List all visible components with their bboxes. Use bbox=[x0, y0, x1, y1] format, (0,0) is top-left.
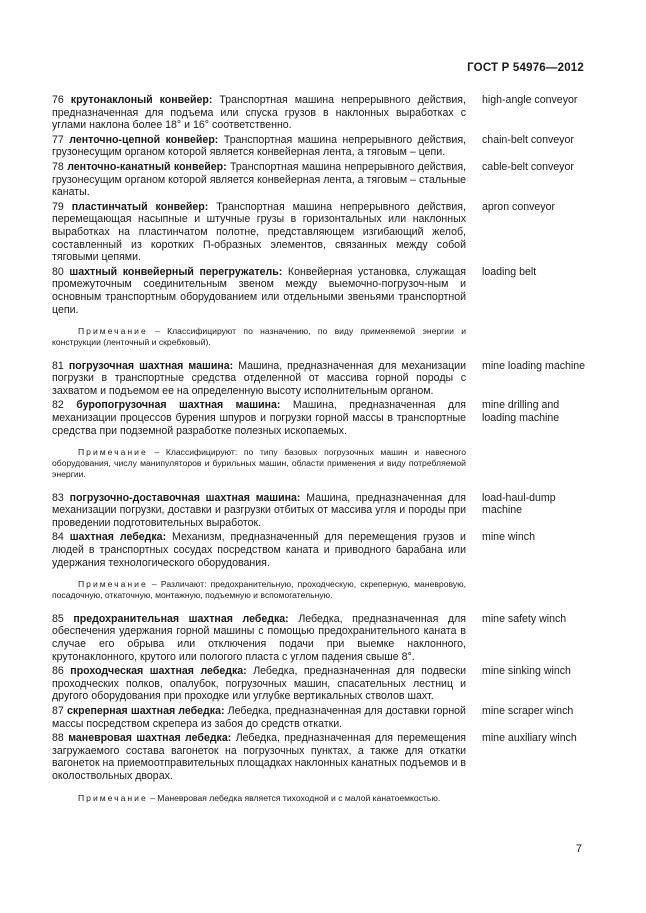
term-english: apron conveyor bbox=[482, 200, 556, 213]
term-number: 77 bbox=[52, 133, 64, 146]
term-entry-76 bbox=[52, 94, 592, 132]
term-entry-88 bbox=[52, 732, 592, 782]
term-english: mine drilling and loading machine bbox=[482, 399, 560, 425]
term-number: 78 bbox=[52, 160, 64, 173]
term-name: маневровая шахтная лебедка: bbox=[68, 732, 232, 745]
term-definition: Транспортная машина непрерывного действия, грузонесущим органом которой является конвейерная лента, а тяговым – цепи. bbox=[52, 133, 467, 159]
term-number: 84 bbox=[52, 531, 64, 544]
term-definition: Лебедка, предназначенная для подвески проходческих полков, опалубок, погрузочных машин, спасательных лестниц и другого оборудования при проходке или углубке вертикальных стволов шахт. bbox=[52, 665, 467, 703]
term-number: 88 bbox=[52, 732, 64, 745]
note-label: Примечание bbox=[78, 326, 148, 337]
term-name: проходческая шахтная лебедка: bbox=[70, 665, 247, 678]
note-text: – Маневровая лебедка является тихоходной и с малой канатоемкостью. bbox=[150, 792, 441, 803]
term-definition: Транспортная машина непрерывного действия, перемещающая насыпные и штучные грузы в горизонтальных или наклонных выработках на пластинчатом полотне, представляющем изгибающий желоб, составленный из коротких П-образных элементов, связанных между собой тяговыми цепями. bbox=[52, 200, 466, 264]
term-entry-83 bbox=[52, 492, 592, 530]
term-name: погрузочно-доставочная шахтная машина: bbox=[69, 491, 301, 504]
term-entry-80 bbox=[52, 266, 592, 316]
term-english: mine scraper winch bbox=[482, 704, 574, 717]
term-number: 80 bbox=[52, 265, 64, 278]
term-name: скреперная шахтная лебедка: bbox=[66, 704, 225, 717]
term-english: cable-belt conveyor bbox=[482, 160, 574, 173]
term-definition: Лебедка, предназначенная для доставки горной массы посредством скрепера из забоя до средств откатки. bbox=[52, 704, 466, 730]
term-number: 87 bbox=[52, 704, 64, 717]
terms-list bbox=[52, 94, 592, 815]
term-definition: Лебедка, предназначенная для обеспечения удержания горной машины с помощью предохранительного каната в случае его обрыва или отключения подачи при выемке наклонного, крутонаклонного, крутого или пологого пласта с углом падения свыше 8°. bbox=[52, 612, 466, 663]
term-entry-81 bbox=[52, 360, 592, 398]
term-name: пластинчатый конвейер: bbox=[71, 200, 209, 213]
note-text: – Различают: предохранительную, проходческую, скреперную, маневровую, посадочную, откаточную, монтажную, подъемную и вспомогательную. bbox=[52, 579, 466, 600]
term-definition: Транспортная машина непрерывного действия, грузонесущим органом которой является конвейерная лента, а тяговым – стальные канаты. bbox=[52, 160, 466, 199]
term-definition: Лебедка, предназначенная для перемещения загружаемого состава вагонеток на погрузочных пунктах, а также для откатки вагонеток на приемоотправительных площадках наклонных канатных подъемов и в околоствольных дворах. bbox=[52, 732, 466, 782]
term-number: 79 bbox=[52, 200, 64, 213]
term-number: 76 bbox=[52, 94, 64, 106]
term-entry-85 bbox=[52, 613, 592, 663]
term-definition: Механизм, предназначенный для перемещения грузов и людей в транспортных сосудах посредством каната и приводного барабана или удержания технологического оборудования. bbox=[52, 531, 466, 569]
term-definition: Конвейерная установка, служащая промежуточным соединительным звеном между выемочно-погрузоч-ным и основным транспортным оборудованием или отдельными звеньями транспортной цепи. bbox=[52, 265, 466, 316]
term-number: 83 bbox=[52, 491, 64, 504]
term-name: ленточно-цепной конвейер: bbox=[69, 133, 219, 146]
page-number: 7 bbox=[575, 843, 582, 855]
term-english: high-angle conveyor bbox=[482, 94, 578, 106]
term-name: крутонаклоный конвейер: bbox=[70, 94, 213, 106]
term-entry-84 bbox=[52, 531, 592, 569]
term-entry-78 bbox=[52, 161, 592, 199]
note-text: – Классифицируют: по типу базовых погрузочных машин и навесного оборудования, числу манипуляторов и бурильных машин, области применения и виду потребляемой энергии. bbox=[52, 447, 466, 479]
term-entry-79 bbox=[52, 201, 592, 264]
note-82 bbox=[52, 447, 466, 479]
note-84 bbox=[52, 579, 466, 601]
note-label: Примечание bbox=[78, 792, 148, 803]
term-number: 86 bbox=[52, 665, 64, 678]
standard-designation: ГОСТ Р 54976—2012 bbox=[467, 62, 584, 74]
term-number: 85 bbox=[52, 612, 64, 625]
term-definition: Машина, предназначенная для механизации погрузки в транспортные средства отделенной от массива горной породы с захватом и подъемом ее на определенную высоту исполнительным органом. bbox=[52, 359, 466, 397]
term-definition: Машина, предназначенная для механизации процессов бурения шпуров и погрузки горной массы в транспортные средства при подземной разработке полезных ископаемых. bbox=[52, 399, 466, 437]
term-number: 82 bbox=[52, 399, 64, 412]
term-english: load-haul-dump machine bbox=[482, 491, 556, 517]
note-80 bbox=[52, 326, 466, 348]
note-88 bbox=[52, 793, 466, 804]
term-english: mine winch bbox=[482, 531, 535, 544]
term-entry-77 bbox=[52, 134, 592, 159]
term-english: mine safety winch bbox=[482, 612, 567, 625]
term-english: mine sinking winch bbox=[482, 665, 571, 678]
note-text: – Классифицируют по назначению, по виду применяемой энергии и конструкции (ленточный и скребковый). bbox=[52, 326, 466, 347]
note-label: Примечание bbox=[78, 579, 148, 590]
term-name: предохранительная шахтная лебедка: bbox=[73, 612, 289, 625]
term-entry-82 bbox=[52, 399, 592, 437]
term-definition: Транспортная машина непрерывного действия, предназначенная для подъема или спуска грузов в наклонных выработках с углами наклона более 18° и 16° соответственно. bbox=[52, 94, 466, 132]
term-name: ленточно-канатный конвейер: bbox=[67, 160, 227, 173]
term-number: 81 bbox=[52, 359, 64, 372]
term-english: loading belt bbox=[482, 265, 537, 278]
term-name: буропогрузочная шахтная машина: bbox=[76, 399, 281, 412]
term-english: mine auxiliary winch bbox=[482, 732, 577, 745]
term-english: mine loading machine bbox=[482, 359, 586, 372]
term-entry-87 bbox=[52, 705, 592, 730]
term-name: шахтная лебедка: bbox=[69, 531, 167, 544]
note-label: Примечание bbox=[78, 447, 148, 458]
term-entry-86 bbox=[52, 665, 592, 703]
term-name: погрузочная шахтная машина: bbox=[68, 359, 234, 372]
term-definition: Машина, предназначенная для механизации погрузки, доставки и разгрузки отбитых от массива угля и породы при проведении подготовительных выработок. bbox=[52, 491, 466, 529]
term-english: chain-belt conveyor bbox=[482, 133, 574, 146]
term-name: шахтный конвейерный перегружатель: bbox=[69, 265, 283, 278]
